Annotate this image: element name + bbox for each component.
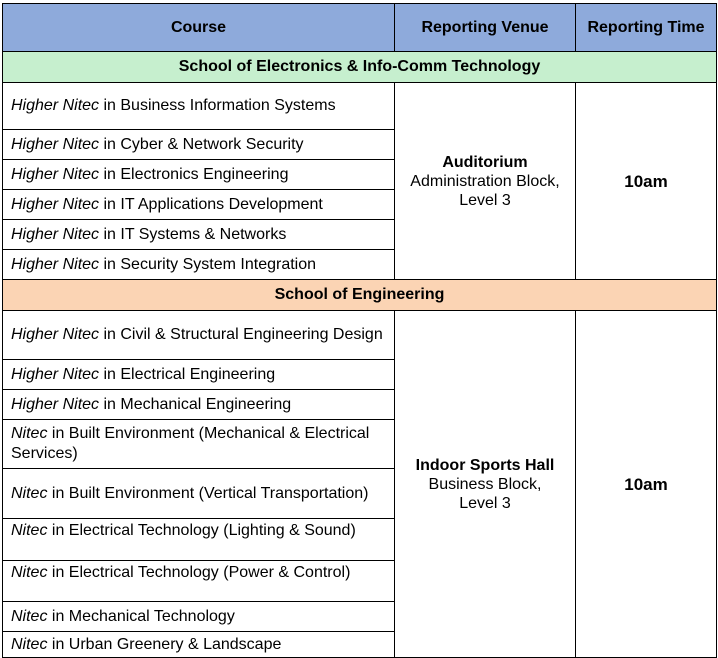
course-name: in Urban Greenery & Landscape <box>47 635 282 653</box>
course-cell <box>3 360 395 390</box>
table-row <box>3 83 717 130</box>
course-cell <box>3 632 395 658</box>
venue-cell <box>395 83 576 280</box>
venue-line2: Level 3 <box>459 191 511 209</box>
course-cell <box>3 519 395 561</box>
course-name: in Built Environment (Mechanical & Electrical Services) <box>11 425 370 462</box>
course-name: in Electrical Technology (Power & Control) <box>47 564 351 581</box>
venue-line2: Level 3 <box>459 494 511 512</box>
course-prefix: Nitec <box>11 564 48 581</box>
course-name: in Electrical Engineering <box>99 365 276 383</box>
course-name: in Cyber & Network Security <box>99 135 304 153</box>
course-name: in IT Applications Development <box>99 195 323 213</box>
venue-name: Indoor Sports Hall <box>415 456 555 474</box>
venue-name: Auditorium <box>442 153 528 171</box>
table-row <box>3 311 717 360</box>
header-course: Course <box>3 4 395 52</box>
course-cell <box>3 420 395 469</box>
venue-line1: Business Block, <box>428 475 542 493</box>
course-name: in IT Systems & Networks <box>99 225 287 243</box>
course-name: in Security System Integration <box>99 255 317 273</box>
course-prefix: Nitec <box>11 522 48 539</box>
time-cell: 10am <box>576 311 717 658</box>
reporting-schedule-table <box>2 3 717 658</box>
course-name: in Electronics Engineering <box>99 165 289 183</box>
course-prefix: Higher Nitec <box>11 97 100 114</box>
course-prefix: Nitec <box>11 484 48 502</box>
course-prefix: Nitec <box>11 607 48 625</box>
time-cell: 10am <box>576 83 717 280</box>
course-name: in Civil & Structural Engineering Design <box>99 326 383 343</box>
course-cell <box>3 561 395 602</box>
course-name: in Mechanical Engineering <box>99 395 292 413</box>
header-venue: Reporting Venue <box>395 4 576 52</box>
venue-cell <box>395 311 576 658</box>
section-title: School of Electronics & Info-Comm Technology <box>3 52 717 83</box>
course-cell <box>3 390 395 420</box>
course-name: in Electrical Technology (Lighting & Sound) <box>47 522 356 539</box>
section-title: School of Engineering <box>3 280 717 311</box>
header-time: Reporting Time <box>576 4 717 52</box>
venue-line1: Administration Block, <box>410 172 560 190</box>
course-prefix: Higher Nitec <box>11 165 100 183</box>
course-prefix: Higher Nitec <box>11 365 100 383</box>
course-cell <box>3 602 395 632</box>
course-cell <box>3 469 395 519</box>
course-prefix: Higher Nitec <box>11 195 100 213</box>
section-row <box>3 52 717 83</box>
course-cell <box>3 250 395 280</box>
course-prefix: Nitec <box>11 425 48 442</box>
course-name: in Mechanical Technology <box>47 607 235 625</box>
course-cell <box>3 311 395 360</box>
course-cell <box>3 130 395 160</box>
course-prefix: Higher Nitec <box>11 255 100 273</box>
course-name: in Built Environment (Vertical Transportation) <box>47 484 369 502</box>
course-prefix: Nitec <box>11 635 48 653</box>
course-cell <box>3 190 395 220</box>
course-prefix: Higher Nitec <box>11 135 100 153</box>
course-prefix: Higher Nitec <box>11 326 100 343</box>
section-row <box>3 280 717 311</box>
course-name: in Business Information Systems <box>99 97 336 114</box>
course-prefix: Higher Nitec <box>11 225 100 243</box>
course-prefix: Higher Nitec <box>11 395 100 413</box>
header-row <box>3 4 717 52</box>
course-cell <box>3 160 395 190</box>
course-cell <box>3 220 395 250</box>
course-cell <box>3 83 395 130</box>
